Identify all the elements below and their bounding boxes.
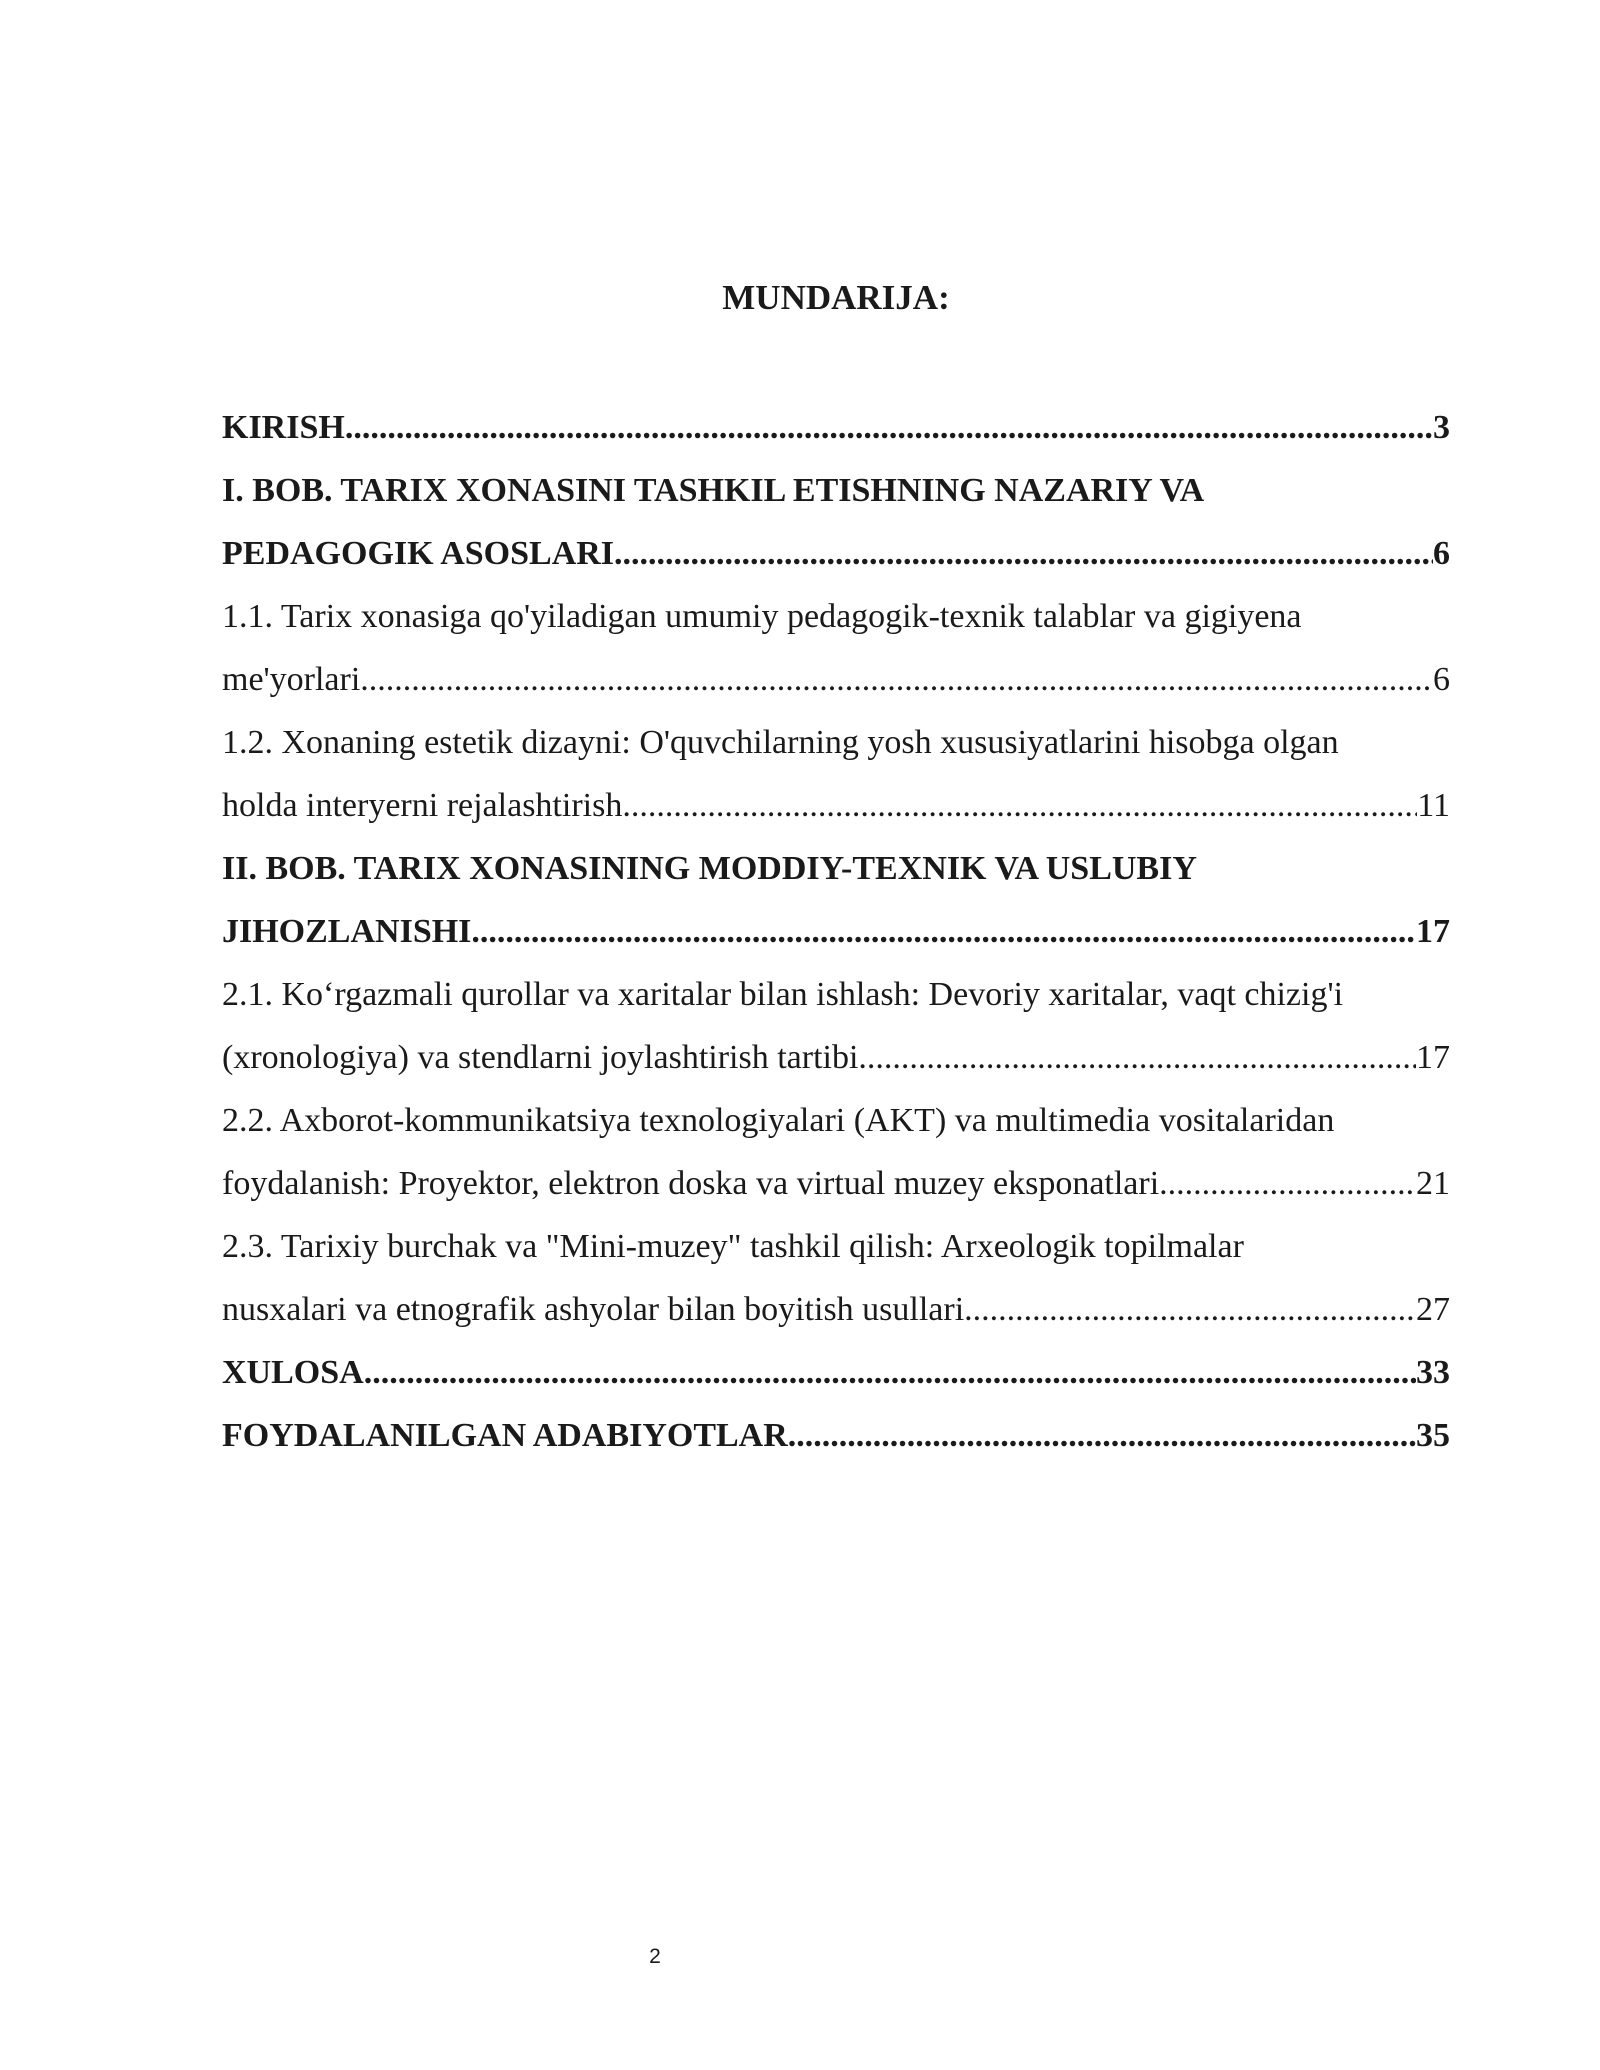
toc-entry-chapter-1-line1[interactable]: I. BOB. TARIX XONASINI TASHKIL ETISHNING NAZARIY VA — [222, 472, 1205, 509]
toc-leader-dots — [964, 1278, 1416, 1341]
toc-entry-section-2-3-line1[interactable]: 2.3. Tarixiy burchak va "Mini-muzey" tashkil qilish: Arxeologik topilmalar — [222, 1228, 1244, 1265]
toc-entry-text: PEDAGOGIK ASOSLARI — [222, 535, 615, 572]
toc-entry-section-2-1[interactable] — [222, 1026, 1450, 1089]
toc-leader-dots — [858, 1026, 1416, 1089]
toc-entry-text: holda interyerni rejalashtirish — [222, 787, 623, 824]
toc-entry-section-1-2[interactable] — [222, 774, 1450, 837]
toc-leader-dots — [788, 1404, 1416, 1467]
toc-entry-section-2-2[interactable] — [222, 1152, 1450, 1215]
toc-page-number: 11 — [1417, 787, 1450, 824]
toc-entry-chapter-2-line1[interactable]: II. BOB. TARIX XONASINING MODDIY-TEXNIK VA USLUBIY — [222, 850, 1197, 887]
toc-entry-chapter-1[interactable] — [222, 522, 1450, 585]
toc-entry-text: FOYDALANILGAN ADABIYOTLAR — [222, 1417, 788, 1454]
toc-entry-text: XULOSA — [222, 1354, 364, 1391]
toc-entry-text: nusxalari va etnografik ashyolar bilan boyitish usullari — [222, 1291, 965, 1328]
toc-page-number: 21 — [1416, 1165, 1450, 1202]
page-number: 2 — [649, 1945, 661, 1968]
toc-leader-dots — [364, 1341, 1416, 1404]
toc-entry-section-2-2-line1[interactable]: 2.2. Axborot-kommunikatsiya texnologiyalari (AKT) va multimedia vositalaridan — [222, 1102, 1335, 1139]
toc-entry-xulosa[interactable] — [222, 1341, 1450, 1404]
toc-leader-dots — [471, 900, 1416, 963]
toc-page-number: 6 — [1433, 661, 1450, 698]
toc-title: MUNDARIJA: — [722, 278, 950, 317]
toc-leader-dots — [622, 774, 1417, 837]
toc-entry-section-1-1-line1[interactable]: 1.1. Tarix xonasiga qo'yiladigan umumiy pedagogik-texnik talablar va gigiyena — [222, 598, 1302, 635]
toc-leader-dots — [1159, 1152, 1416, 1215]
toc-entry-chapter-2[interactable] — [222, 900, 1450, 963]
toc-page-number: 17 — [1416, 913, 1450, 950]
toc-entry-section-1-2-line1[interactable]: 1.2. Xonaning estetik dizayni: O'quvchilarning yosh xususiyatlarini hisobga olgan — [222, 724, 1339, 761]
toc-entry-section-2-1-line1[interactable]: 2.1. Ko‘rgazmali qurollar va xaritalar bilan ishlash: Devoriy xaritalar, vaqt chizig'i — [222, 976, 1344, 1013]
toc-page-number: 27 — [1416, 1291, 1450, 1328]
toc-page-number: 35 — [1416, 1417, 1450, 1454]
toc-entry-text: KIRISH — [222, 409, 345, 446]
toc-entry-references[interactable] — [222, 1404, 1450, 1467]
toc-entry-text: JIHOZLANISHI — [222, 913, 472, 950]
toc-leader-dots — [614, 522, 1433, 585]
toc-entry-text: foydalanish: Proyektor, elektron doska va virtual muzey eksponatlari — [222, 1165, 1160, 1202]
toc-entry-section-2-3[interactable] — [222, 1278, 1450, 1341]
toc-leader-dots — [360, 648, 1433, 711]
toc-entry-section-1-1[interactable] — [222, 648, 1450, 711]
toc-entry-text: me'yorlari — [222, 661, 361, 698]
toc-page-number: 17 — [1416, 1039, 1450, 1076]
toc-page-number: 6 — [1433, 535, 1450, 572]
toc-page-number: 3 — [1433, 409, 1450, 446]
toc-entry-kirish[interactable] — [222, 396, 1450, 459]
toc-leader-dots — [345, 396, 1433, 459]
toc-entry-text: (xronologiya) va stendlarni joylashtirish tartibi — [222, 1039, 859, 1076]
toc-page-number: 33 — [1416, 1354, 1450, 1391]
table-of-contents — [222, 396, 1450, 1467]
